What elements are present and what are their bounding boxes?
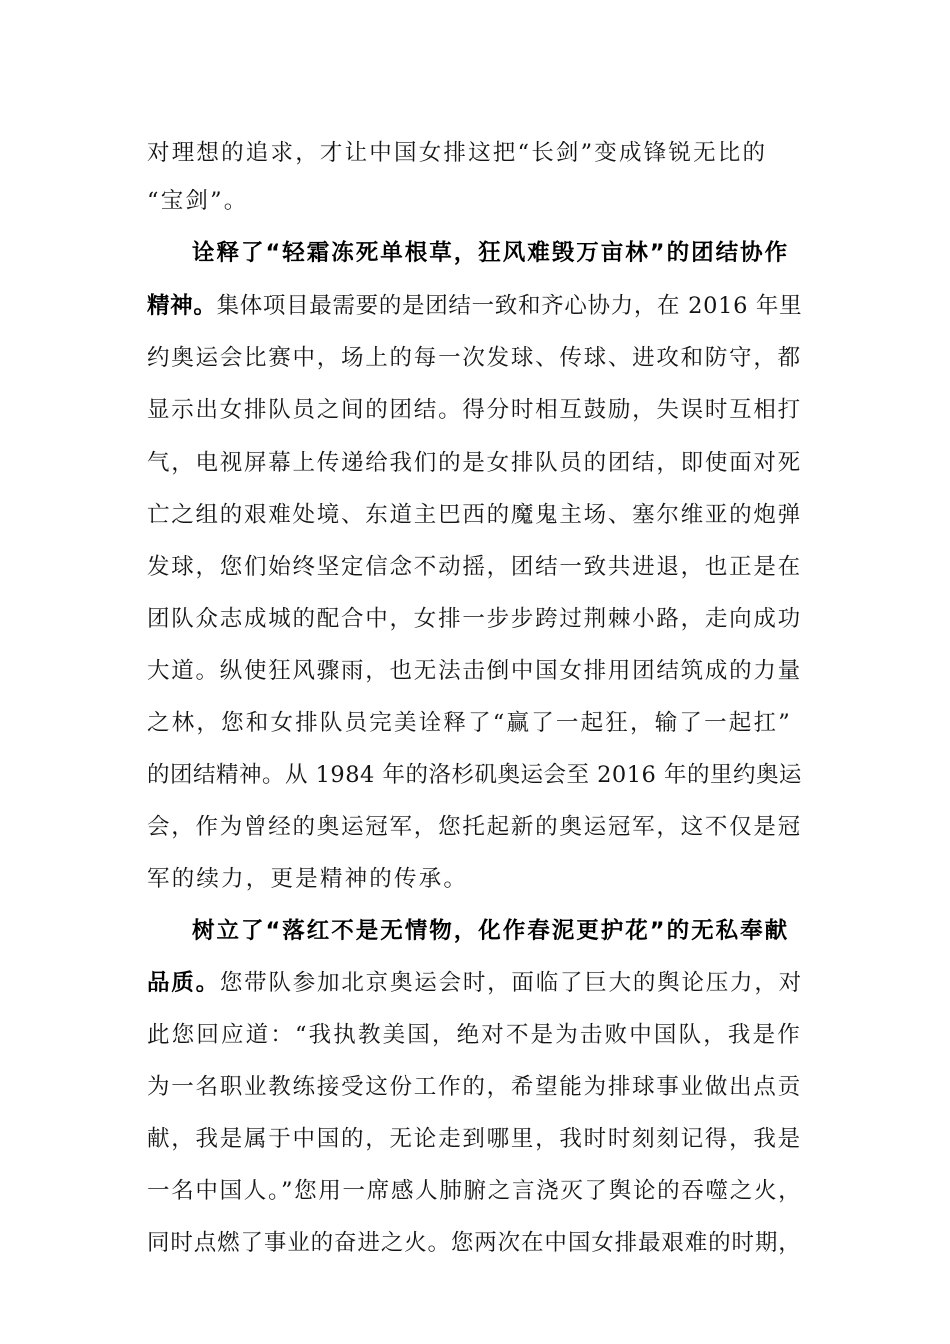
text-line: 为一名职业教练接受这份工作的，希望能为排球事业做出点贡 <box>147 1074 802 1100</box>
text-line: 一名中国人。”您用一席感人肺腑之言浇灭了舆论的吞噬之火， <box>147 1178 803 1204</box>
text-line: 亡之组的艰难处境、东道主巴西的魔鬼主场、塞尔维亚的炮弹 <box>147 502 802 528</box>
section-heading: 品质。 <box>147 970 220 996</box>
text-line: 发球，您们始终坚定信念不动摇，团结一致共进退，也正是在 <box>147 554 802 580</box>
text-line: 的团结精神。从 1984 年的洛杉矶奥运会至 2016 年的里约奥运 <box>147 762 802 788</box>
text-line: 此您回应道：“我执教美国，绝对不是为击败中国队，我是作 <box>147 1022 802 1048</box>
text-line: 团队众志成城的配合中，女排一步步跨过荆棘小路，走向成功 <box>147 606 802 632</box>
text-line: 精神。集体项目最需要的是团结一致和齐心协力，在 2016 年里 <box>147 293 803 319</box>
section-heading: 树立了“落红不是无情物，化作春泥更护花”的无私奉献 <box>192 918 790 944</box>
text-line: 军的续力，更是精神的传承。 <box>147 866 469 892</box>
text-line: 气，电视屏幕上传递给我们的是女排队员的团结，即使面对死 <box>147 450 802 476</box>
text-line: 大道。纵使狂风骤雨，也无法击倒中国女排用团结筑成的力量 <box>147 658 802 684</box>
section-heading: 诠释了“轻霜冻死单根草，狂风难毁万亩林”的团结协作 <box>192 240 790 266</box>
text-line: 显示出女排队员之间的团结。得分时相互鼓励，失误时互相打 <box>147 397 802 423</box>
text-line: “宝剑”。 <box>147 188 249 214</box>
text-line: 同时点燃了事业的奋进之火。您两次在中国女排最艰难的时期， <box>147 1230 802 1256</box>
section-heading-line <box>192 914 789 948</box>
text-line: 之林，您和女排队员完美诠释了“赢了一起狂，输了一起扛” <box>147 710 792 736</box>
text-line: 约奥运会比赛中，场上的每一次发球、传球、进攻和防守，都 <box>147 345 802 371</box>
section-heading-line <box>192 236 789 270</box>
text-line: 品质。您带队参加北京奥运会时，面临了巨大的舆论压力，对 <box>147 970 803 996</box>
text-line: 献，我是属于中国的，无论走到哪里，我时时刻刻记得，我是 <box>147 1126 802 1152</box>
text-line: 会，作为曾经的奥运冠军，您托起新的奥运冠军，这不仅是冠 <box>147 814 802 840</box>
text-line: 对理想的追求，才让中国女排这把“长剑”变成锋锐无比的 <box>147 140 768 166</box>
section-heading: 精神。 <box>147 293 217 319</box>
